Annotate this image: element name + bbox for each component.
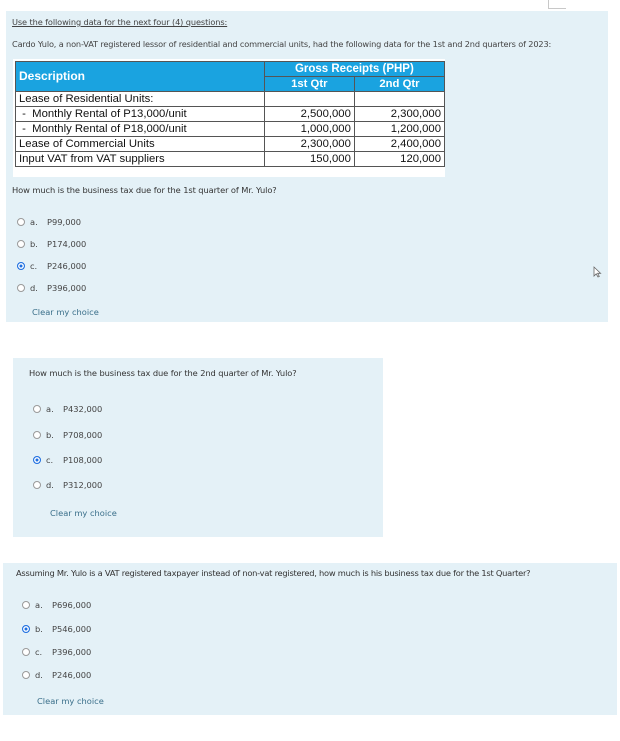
option-c[interactable]: [22, 647, 91, 657]
question-text: How much is the business tax due for the 1st quarter of Mr. Yulo?: [12, 185, 277, 195]
option-b[interactable]: [17, 239, 86, 249]
row-description: Lease of Residential Units:: [16, 92, 265, 107]
option-letter: c.: [46, 455, 54, 465]
clear-choice-link[interactable]: Clear my choice: [32, 307, 99, 317]
option-value: P708,000: [63, 430, 103, 440]
option-a[interactable]: [17, 217, 81, 227]
option-b[interactable]: [22, 624, 91, 634]
radio-button[interactable]: [17, 218, 25, 226]
option-letter: b.: [30, 239, 38, 249]
table-row: [16, 137, 445, 152]
option-value: P108,000: [63, 455, 103, 465]
option-letter: c.: [35, 647, 43, 657]
radio-button[interactable]: [33, 431, 41, 439]
option-letter: d.: [35, 670, 43, 680]
clear-choice-link[interactable]: Clear my choice: [37, 696, 104, 706]
question-1-panel: [6, 11, 608, 322]
option-value: P99,000: [47, 217, 82, 227]
radio-button-selected[interactable]: [22, 625, 30, 633]
option-d[interactable]: [22, 670, 91, 680]
row-q1: 150,000: [264, 152, 354, 167]
row-description: - Monthly Rental of P13,000/unit: [16, 107, 265, 122]
option-d[interactable]: [33, 480, 102, 490]
header-q2: 2nd Qtr: [354, 77, 444, 92]
question-text: Assuming Mr. Yulo is a VAT registered taxpayer instead of non-vat registered, how much is his business tax due for the 1st Quarter?: [16, 568, 531, 578]
option-value: P396,000: [47, 283, 87, 293]
row-q1: [264, 92, 354, 107]
option-letter: a.: [30, 217, 38, 227]
option-value: P246,000: [52, 670, 92, 680]
divider-line: [548, 8, 566, 9]
radio-button[interactable]: [33, 405, 41, 413]
row-description: Lease of Commercial Units: [16, 137, 265, 152]
question-text: How much is the business tax due for the 2nd quarter of Mr. Yulo?: [29, 368, 297, 378]
row-q2: 2,300,000: [354, 107, 444, 122]
option-a[interactable]: [33, 404, 102, 414]
table-row: [16, 122, 445, 137]
info-intro: Cardo Yulo, a non-VAT registered lessor of residential and commercial units, had the following data for the 1st and 2nd quarters of 2023:: [12, 39, 552, 49]
option-letter: d.: [30, 283, 38, 293]
option-value: P174,000: [47, 239, 87, 249]
clear-choice-link[interactable]: Clear my choice: [50, 508, 117, 518]
radio-button[interactable]: [22, 601, 30, 609]
option-value: P312,000: [63, 480, 103, 490]
table-row: [16, 152, 445, 167]
option-b[interactable]: [33, 430, 102, 440]
mouse-pointer-icon: [593, 266, 602, 278]
row-q1: 2,500,000: [264, 107, 354, 122]
option-value: P546,000: [52, 624, 92, 634]
info-heading: Use the following data for the next four (4) questions:: [12, 17, 228, 27]
data-table-wrapper: [13, 59, 445, 177]
option-letter: b.: [46, 430, 54, 440]
gross-receipts-table: [15, 61, 445, 167]
radio-button[interactable]: [17, 284, 25, 292]
table-row: [16, 92, 445, 107]
radio-button-selected[interactable]: [17, 262, 25, 270]
option-a[interactable]: [22, 600, 91, 610]
option-letter: a.: [46, 404, 54, 414]
table-row: [16, 107, 445, 122]
option-letter: c.: [30, 261, 38, 271]
radio-button[interactable]: [33, 481, 41, 489]
radio-button-selected[interactable]: [33, 456, 41, 464]
header-q1: 1st Qtr: [264, 77, 354, 92]
option-c[interactable]: [33, 455, 102, 465]
row-q2: 120,000: [354, 152, 444, 167]
row-q2: 2,400,000: [354, 137, 444, 152]
header-description: Description: [16, 62, 265, 92]
option-value: P396,000: [52, 647, 92, 657]
option-letter: d.: [46, 480, 54, 490]
row-q1: 1,000,000: [264, 122, 354, 137]
radio-button[interactable]: [22, 648, 30, 656]
row-description: - Monthly Rental of P18,000/unit: [16, 122, 265, 137]
radio-button[interactable]: [22, 671, 30, 679]
option-value: P432,000: [63, 404, 103, 414]
question-3-panel: [3, 563, 617, 715]
row-q1: 2,300,000: [264, 137, 354, 152]
row-description: Input VAT from VAT suppliers: [16, 152, 265, 167]
option-c[interactable]: [17, 261, 86, 271]
row-q2: 1,200,000: [354, 122, 444, 137]
option-d[interactable]: [17, 283, 86, 293]
option-letter: b.: [35, 624, 43, 634]
header-gross-receipts: Gross Receipts (PHP): [264, 62, 444, 77]
option-value: P696,000: [52, 600, 92, 610]
radio-button[interactable]: [17, 240, 25, 248]
option-letter: a.: [35, 600, 43, 610]
question-2-panel: [13, 358, 383, 537]
option-value: P246,000: [47, 261, 87, 271]
row-q2: [354, 92, 444, 107]
